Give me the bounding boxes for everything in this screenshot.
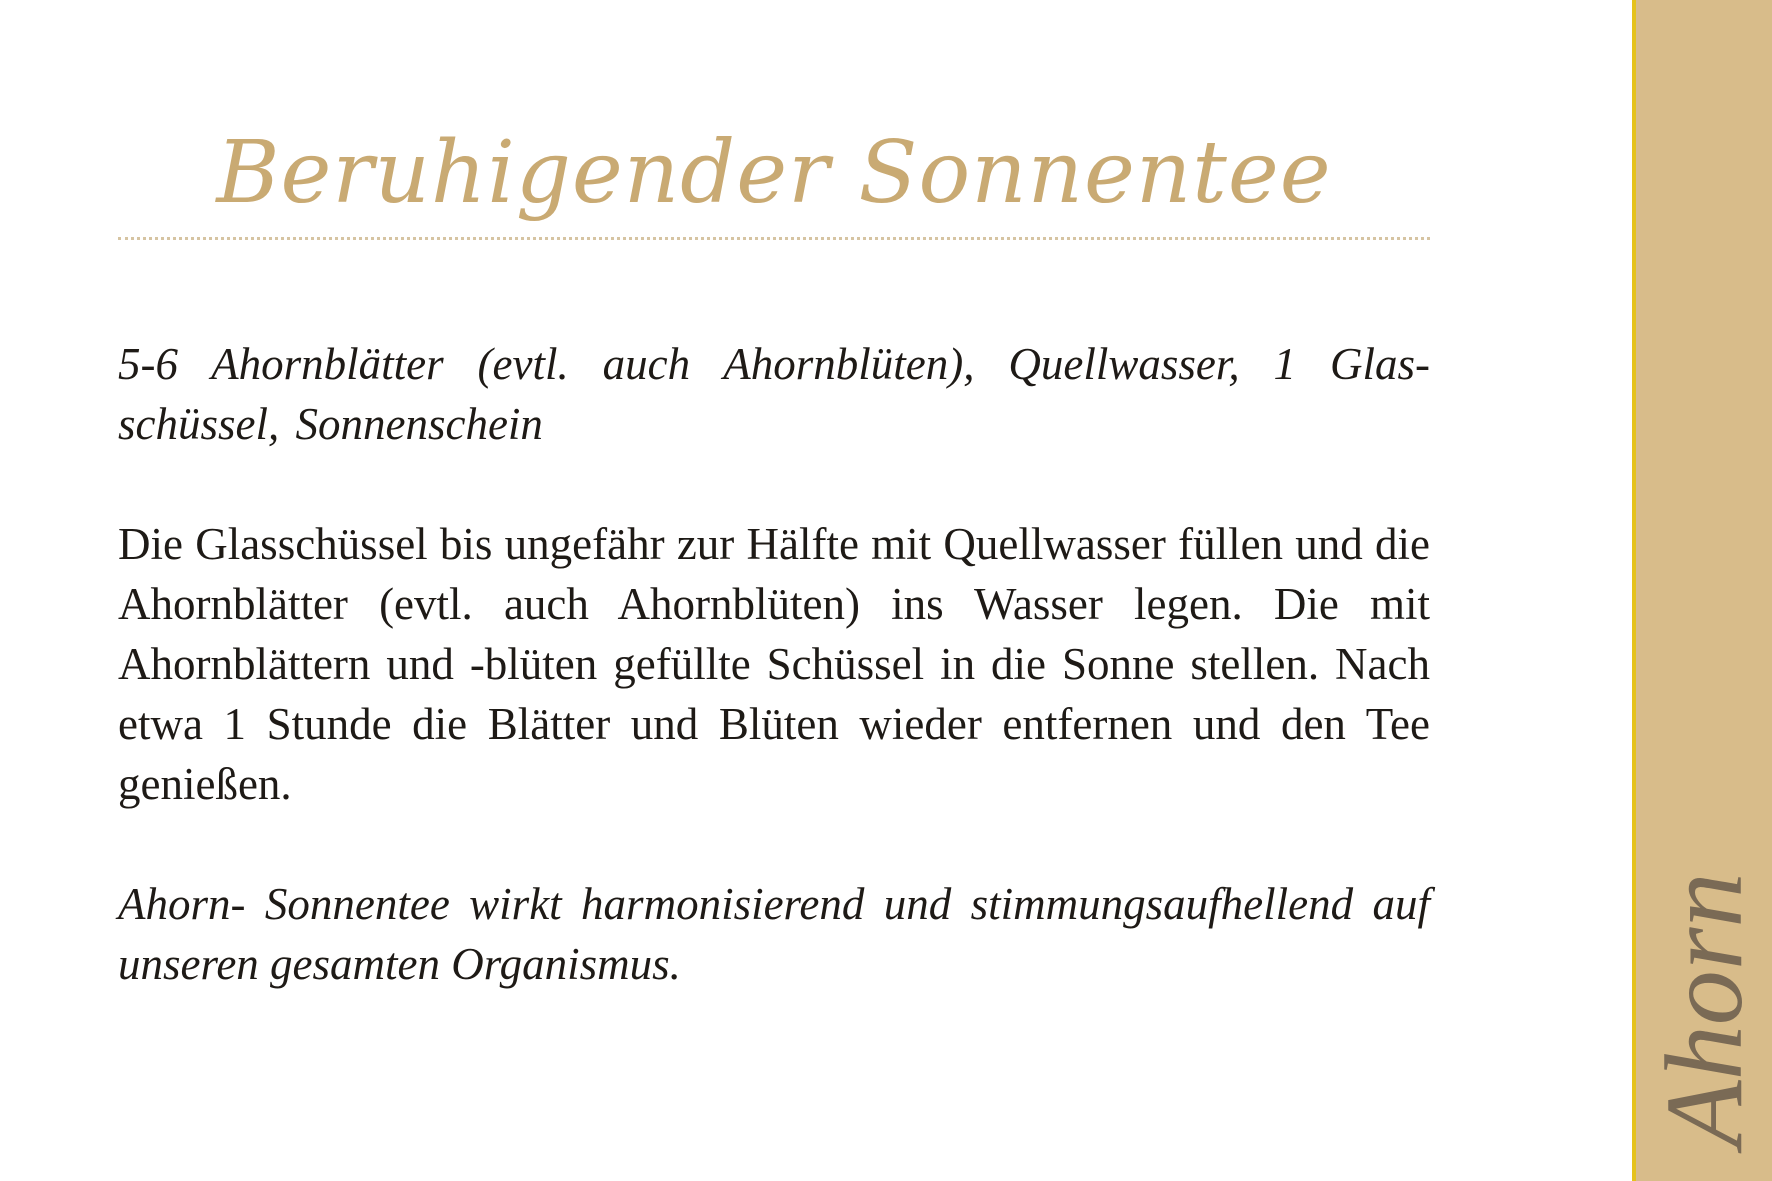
- recipe-title: Beruhigender Sonnentee: [216, 123, 1332, 223]
- side-tab: [1632, 0, 1772, 1181]
- title-divider: [118, 237, 1430, 240]
- side-tab-label: Ahorn: [1643, 872, 1765, 1148]
- recipe-body: [118, 334, 1430, 994]
- effect-paragraph: Ahorn- Sonnentee wirkt harmonisierend und stimmungsaufhellend auf unseren gesamten Organismus.: [118, 879, 1430, 989]
- instructions-paragraph: Die Glasschüssel bis ungefähr zur Hälfte mit Quellwasser füllen und die Ahornblätter (evtl. auch Ahornblüten) ins Wasser legen. Die mit Ahornblättern und -blüten gefüllte Schüssel in die Sonne stellen. Nach etwa 1 Stunde die Blätter und Blüten wieder entfernen und den Tee genießen.: [118, 519, 1430, 809]
- ingredients-paragraph: 5-6 Ahornblätter (evtl. auch Ahornblüten), Quellwasser, 1 Glas-schüssel, Sonnenschein: [118, 339, 1430, 449]
